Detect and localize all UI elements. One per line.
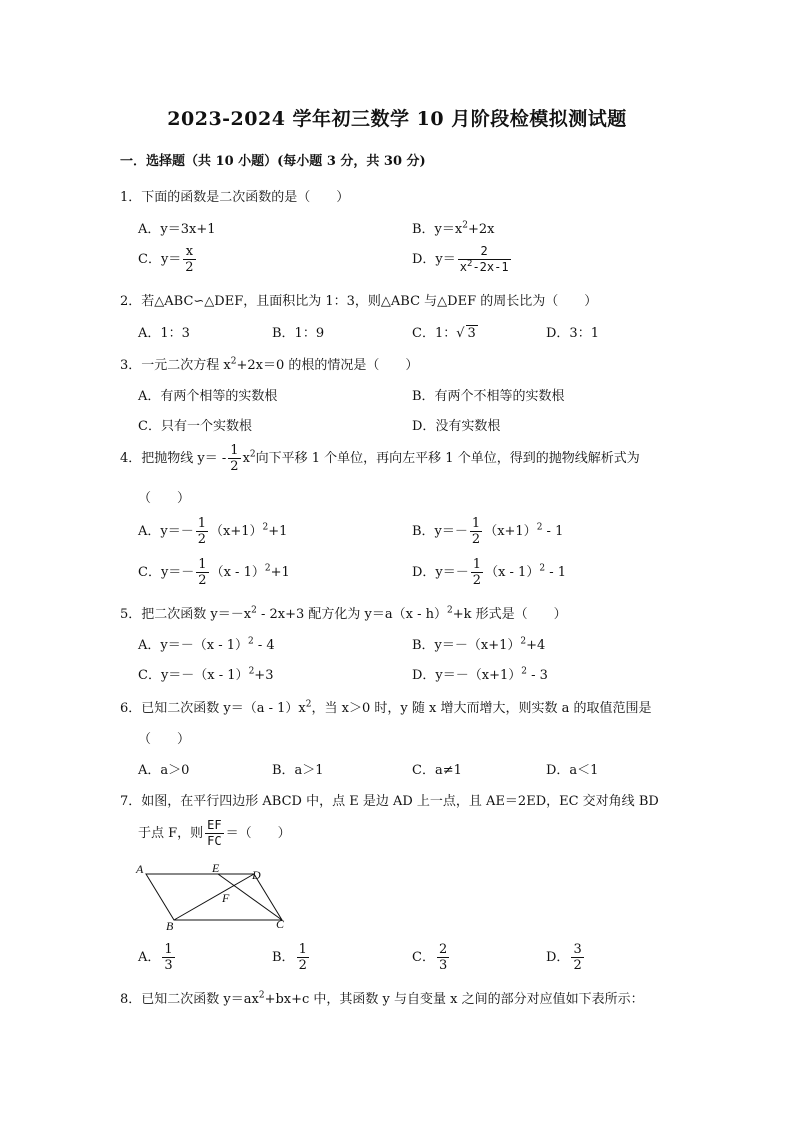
label-b: B <box>166 919 174 933</box>
q1-option-d: D．y＝ $\frac{2}{x^2-2x-1}$ <box>412 244 509 274</box>
q6-option-b: B．a＞1 <box>272 763 324 778</box>
question-7-stem: 7．如图，在平行四边形 ABCD 中，点 E 是边 AD 上一点，且 AE＝2ED，EC 交对角线 BD <box>120 794 659 809</box>
q6-option-a: A．a＞0 <box>138 763 190 778</box>
question-2-stem: 2．若△ABC∽△DEF，且面积比为 1：3，则△ABC 与△DEF 的周长比为（ ） <box>120 294 598 309</box>
q4-option-c: C．y＝－ $\frac{1}{2}$ （x - 1）$^2$+1 <box>138 557 290 588</box>
q6-option-c: C．a≠1 <box>412 763 462 778</box>
q4-option-b: B．y＝－ $\frac{1}{2}$ $(x+1)^2 - 1$ <box>412 516 564 547</box>
question-8-stem: 8．已知二次函数 $y=ax^2+bx+c$ 中，其函数 y 与自变量 x 之间的部分对应值如下表所示： <box>120 990 644 1007</box>
q4-option-a: A．y＝－ $\frac{1}{2}$ $(x+1)^2+1$ <box>138 516 288 547</box>
question-1-stem: 1．下面的函数是二次函数的是（ ） <box>120 190 350 205</box>
label-d: D <box>252 868 261 882</box>
q5-option-b: B．$y=-(x+1)^2+4$ <box>412 636 546 653</box>
q3-option-a: A．有两个相等的实数根 <box>138 389 278 404</box>
q7-option-c: C． $\frac{2}{3}$ <box>412 942 448 973</box>
q1-option-b: B．$y=x^2+2x$ <box>412 220 495 237</box>
q2-option-b: B．1：9 <box>272 326 325 341</box>
question-4-paren: （ ） <box>138 491 191 506</box>
label-f: F <box>222 891 230 905</box>
q7-option-a: A． $\frac{1}{3}$ <box>138 942 173 973</box>
diagonal-bd <box>174 874 254 920</box>
question-5-stem: 5．把二次函数 $y=-x^2 - 2x+3$ 配方化为 y＝a（x - h）$^2$+k 形式是（ ） <box>120 605 567 622</box>
page-title: 2023-2024 学年初三数学 10 月阶段检模拟测试题 <box>167 108 627 130</box>
q3-option-b: B．有两个不相等的实数根 <box>412 389 565 404</box>
q2-option-c: C．1：√ 3 <box>412 326 476 341</box>
q3-option-d: D．没有实数根 <box>412 419 501 434</box>
q4-option-d: D．y＝－ $\frac{1}{2}$ （x - 1）$^2$ - 1 <box>412 557 566 588</box>
question-6-paren: （ ） <box>138 732 191 747</box>
q5-option-d: D．$y=-(x+1)^2 - 3$ <box>412 666 548 683</box>
parallelogram-figure <box>134 860 294 936</box>
label-a: A <box>136 862 144 876</box>
label-e: E <box>212 861 220 875</box>
q5-option-a: A．y＝－（x - 1）$^2$ - 4 <box>138 636 275 653</box>
q2-option-a: A．1：3 <box>138 326 190 341</box>
q7-option-d: D． $\frac{3}{2}$ <box>546 942 582 973</box>
q3-option-c: C．只有一个实数根 <box>138 419 252 434</box>
q6-option-d: D．a＜1 <box>546 763 599 778</box>
section-heading: 一．选择题（共 10 小题）(每小题 3 分，共 30 分) <box>120 154 426 169</box>
question-4-stem: 4．把抛物线 y＝ - $\frac{1}{2}$ $x^2$向下平移 1 个单位，再向左平移 1 个单位，得到的抛物线解析式为 <box>120 443 640 474</box>
q2-option-d: D．3：1 <box>546 326 599 341</box>
question-6-stem: 6．已知二次函数 $y=(a - 1)x^2$，当 x＞0 时，y 随 x 增大而增大，则实数 a 的取值范围是 <box>120 699 652 716</box>
q5-option-c: C．y＝－（x - 1）$^2$+3 <box>138 666 274 683</box>
label-c: C <box>276 917 285 931</box>
question-3-stem: 3．一元二次方程 $x^2+2x=0$ 的根的情况是（ ） <box>120 356 419 373</box>
q7-option-b: B． $\frac{1}{2}$ <box>272 942 307 973</box>
q1-option-c: C．y＝ $\frac{x}{2}$ <box>138 244 194 275</box>
q1-option-a: A．y＝3x+1 <box>138 222 216 237</box>
question-7-line2: 于点 F，则 $\frac{EF}{FC}$ ＝（ ） <box>138 818 291 848</box>
